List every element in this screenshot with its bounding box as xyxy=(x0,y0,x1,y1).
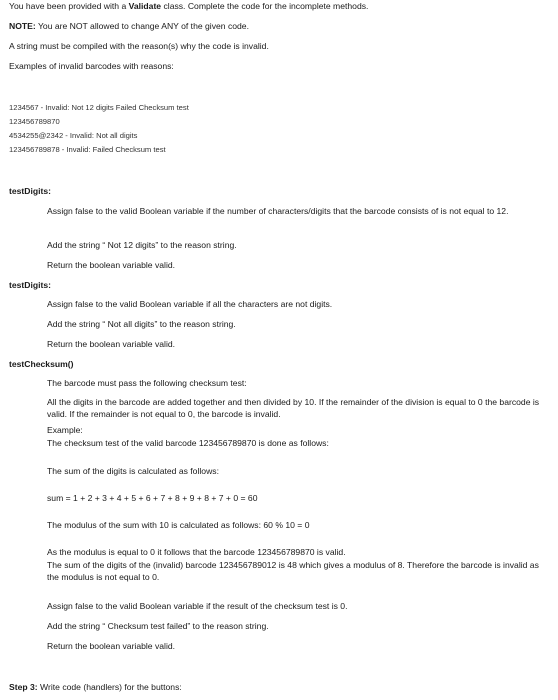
intro-line-1: You have been provided with a Validate class. Complete the code for the incomplete methods. xyxy=(9,1,369,11)
section-paragraph: Assign false to the valid Boolean variable if the number of characters/digits that the barcode consists of is not equal to 12. xyxy=(47,206,509,216)
section-paragraph: Return the boolean variable valid. xyxy=(47,260,176,270)
section-paragraph: Assign false to the valid Boolean variable if the result of the checksum test is 0. xyxy=(47,601,348,611)
validate-class-name: Validate xyxy=(128,1,162,11)
section-paragraph: The sum of the digits of the (invalid) barcode 123456789012 is 48 which gives a modulus of 8. Therefore the barcode is invalid as the modulus is not equal to 0. xyxy=(47,560,539,582)
example-line: 1234567 - Invalid: Not 12 digits Failed Checksum test xyxy=(9,103,189,112)
section-paragraph: As the modulus is equal to 0 it follows that the barcode 123456789870 is valid. xyxy=(47,547,346,557)
section-paragraph: The barcode must pass the following checksum test: xyxy=(47,378,247,388)
intro-line-4: Examples of invalid barcodes with reasons: xyxy=(9,61,174,71)
section-paragraph: The modulus of the sum with 10 is calculated as follows: 60 % 10 = 0 xyxy=(47,520,310,530)
section-paragraph: The sum of the digits is calculated as follows: xyxy=(47,466,219,476)
example-line: 123456789878 - Invalid: Failed Checksum test xyxy=(9,145,166,154)
intro-line-3: A string must be compiled with the reason(s) why the code is invalid. xyxy=(9,41,269,51)
section-paragraph: Return the boolean variable valid. xyxy=(47,339,176,349)
section-paragraph: All the digits in the barcode are added together and then divided by 10. If the remainder of the division is equal to 0 the barcode is valid. If the remainder is not equal to 0, the barcode is invalid. xyxy=(47,397,540,419)
section-heading: testDigits: xyxy=(9,280,52,290)
step3-label: Step 3: xyxy=(9,682,38,692)
section-paragraph: Assign false to the valid Boolean variable if all the characters are not digits. xyxy=(47,299,333,309)
section-paragraph: Example: xyxy=(47,425,83,435)
note-label: NOTE: xyxy=(9,21,36,31)
section-paragraph: Return the boolean variable valid. xyxy=(47,641,176,651)
section-paragraph: Add the string “ Not 12 digits” to the reason string. xyxy=(47,240,237,250)
note-line: NOTE: You are NOT allowed to change ANY of the given code. xyxy=(9,21,249,31)
section-paragraph: The checksum test of the valid barcode 123456789870 is done as follows: xyxy=(47,438,329,448)
example-line: 123456789870 xyxy=(9,117,60,126)
step3-line: Step 3: Write code (handlers) for the buttons: xyxy=(9,682,182,692)
section-heading: testChecksum() xyxy=(9,359,74,369)
section-paragraph: Add the string “ Not all digits” to the reason string. xyxy=(47,319,236,329)
sum-formula: sum = 1 + 2 + 3 + 4 + 5 + 6 + 7 + 8 + 9 + 8 + 7 + 0 = 60 xyxy=(47,493,258,503)
example-line: 4534255@2342 - Invalid: Not all digits xyxy=(9,131,138,140)
section-heading: testDigits: xyxy=(9,186,52,196)
section-paragraph: Add the string “ Checksum test failed” to the reason string. xyxy=(47,621,269,631)
